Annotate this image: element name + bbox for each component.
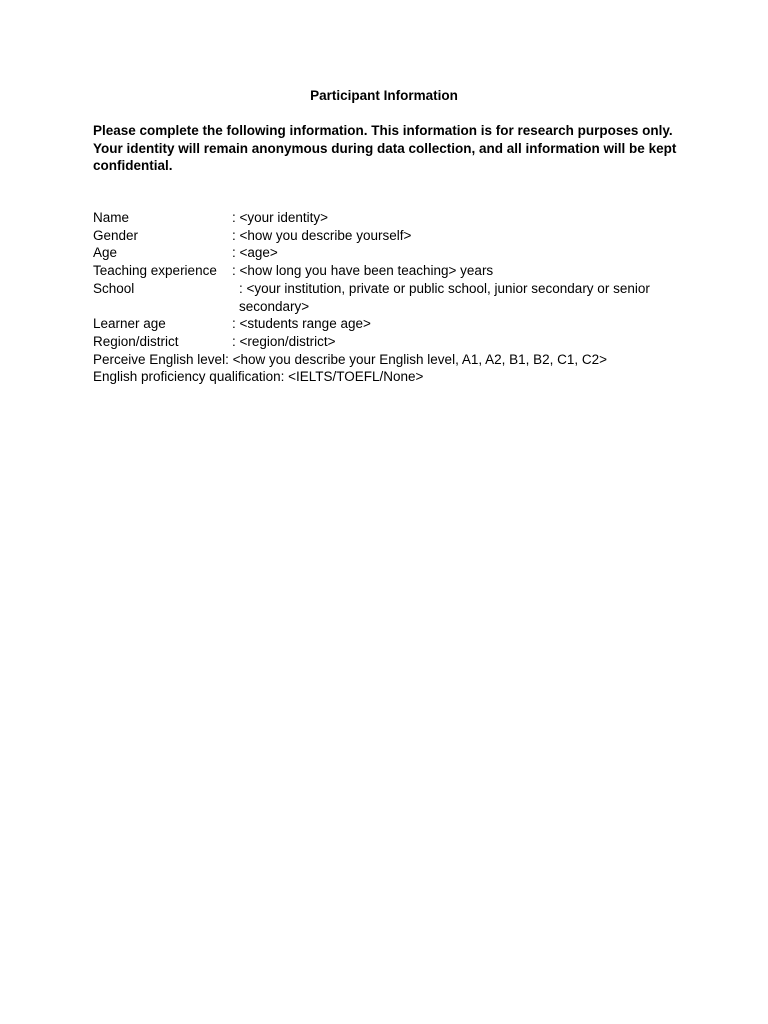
field-row-gender [93, 227, 693, 245]
field-row-proficiency-qualification: English proficiency qualification: <IELTS/TOEFL/None> [93, 369, 424, 385]
field-label: Teaching experience [93, 263, 217, 279]
field-row-teaching-experience [93, 262, 693, 280]
field-value: : <how long you have been teaching> years [232, 263, 494, 279]
document-title: Participant Information [310, 88, 458, 103]
field-row-perceive-english-level: Perceive English level: <how you describe your English level, A1, A2, B1, B2, C1, C2> [93, 351, 608, 367]
field-label: Gender [93, 227, 139, 243]
field-label: Name [93, 210, 130, 225]
field-row-school [93, 280, 693, 315]
field-value: : <how you describe yourself> [232, 227, 412, 243]
field-label: School [93, 280, 135, 296]
field-label: Learner age [93, 316, 166, 332]
field-value: : <your identity> [232, 210, 329, 225]
field-label: Age [93, 245, 118, 261]
field-value: : <age> [232, 245, 278, 261]
field-row-name [93, 209, 693, 227]
field-label: Region/district [93, 333, 179, 349]
field-row-age [93, 244, 693, 262]
field-value: : <students range age> [232, 316, 371, 332]
participant-fields [93, 209, 693, 386]
field-row-region [93, 333, 693, 351]
field-row-learner-age [93, 315, 693, 333]
field-value: : <your institution, private or public school, junior secondary or senior secondary> [239, 280, 650, 314]
intro-paragraph: Please complete the following information. This information is for research purposes only. Your identity will remain anonymous during data collection, and all information will be kept confidential. [93, 123, 677, 174]
field-value: : <region/district> [232, 333, 336, 349]
